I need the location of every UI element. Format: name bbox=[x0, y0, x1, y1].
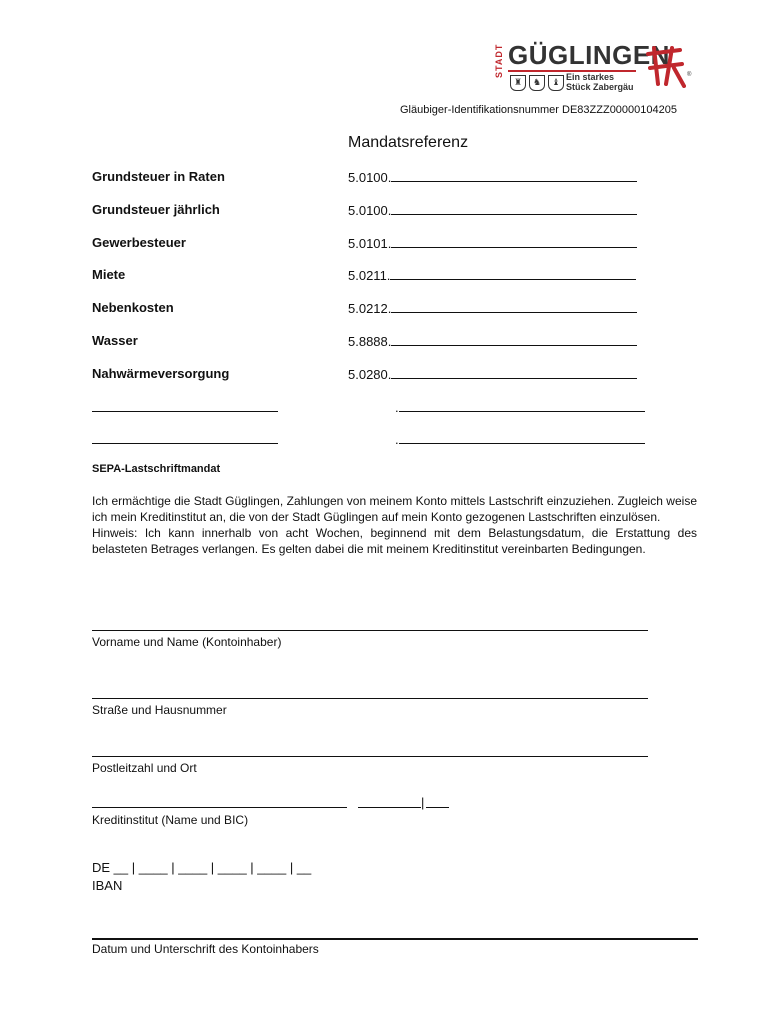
logo-crests bbox=[510, 75, 564, 91]
bic-field-part2[interactable] bbox=[426, 807, 449, 808]
sepa-paragraph-hint: Hinweis: Ich kann innerhalb von acht Wochen, beginnend mit dem Belastungsdatum, die Erstattung des belasteten Betrages verlangen. Es gelten dabei die mit meinem Kreditinstitut vereinbarten Bedingungen. bbox=[92, 526, 697, 556]
sepa-mandate-text bbox=[92, 493, 697, 557]
account-holder-name-field[interactable] bbox=[92, 630, 648, 631]
postal-city-field[interactable] bbox=[92, 756, 648, 757]
bank-label: Kreditinstitut (Name und BIC) bbox=[92, 813, 249, 827]
signature-field[interactable] bbox=[92, 938, 698, 940]
crest-icon: ♝ bbox=[548, 75, 564, 91]
sepa-paragraph-authorization: Ich ermächtige die Stadt Güglingen, Zahlungen von meinem Konto mittels Lastschrift einzuziehen. Zugleich weise ich mein Kreditinstitut an, die von der Stadt Güglingen auf mein Konto gezogenen Lastschriften einzulösen. bbox=[92, 494, 697, 524]
row-code-field[interactable]: 5.0100. bbox=[348, 202, 637, 218]
row-code-field[interactable]: 5.0212. bbox=[348, 300, 637, 316]
row-code-field[interactable]: 5.8888. bbox=[348, 333, 637, 349]
bic-field-part1[interactable] bbox=[358, 807, 421, 808]
row-code-field[interactable]: 5.0100. bbox=[348, 169, 637, 185]
logo-city-name: GÜGLINGEN bbox=[508, 40, 670, 70]
crest-icon: ♞ bbox=[529, 75, 545, 91]
custom-label-field[interactable] bbox=[92, 411, 278, 412]
bic-separator: | bbox=[421, 795, 425, 810]
street-label: Straße und Hausnummer bbox=[92, 703, 227, 717]
row-label: Nahwärmeversorgung bbox=[92, 366, 230, 381]
row-code-field[interactable]: 5.0280. bbox=[348, 366, 637, 382]
row-label: Grundsteuer in Raten bbox=[92, 169, 225, 184]
signature-label: Datum und Unterschrift des Kontoinhabers bbox=[92, 942, 319, 956]
creditor-id: Gläubiger-Identifikationsnummer DE83ZZZ00000104205 bbox=[400, 104, 677, 116]
row-label: Gewerbesteuer bbox=[92, 235, 186, 250]
row-label: Nebenkosten bbox=[92, 300, 174, 315]
city-logo bbox=[494, 38, 704, 98]
custom-code-field[interactable]: . bbox=[395, 431, 645, 447]
row-label: Miete bbox=[92, 267, 126, 282]
row-code-field[interactable]: 5.0101. bbox=[348, 235, 637, 251]
row-label: Grundsteuer jährlich bbox=[92, 202, 220, 217]
postal-city-label: Postleitzahl und Ort bbox=[92, 761, 197, 775]
logo-slogan: Ein starkes Stück Zabergäu bbox=[566, 72, 634, 92]
sepa-title: SEPA-Lastschriftmandat bbox=[92, 463, 221, 475]
crest-icon: ♜ bbox=[510, 75, 526, 91]
mandate-reference-title: Mandatsreferenz bbox=[348, 134, 469, 151]
custom-code-field[interactable]: . bbox=[395, 399, 645, 415]
logo-stadt-text: STADT bbox=[494, 43, 504, 78]
row-label: Wasser bbox=[92, 333, 138, 348]
custom-label-field[interactable] bbox=[92, 443, 278, 444]
iban-input[interactable]: DE __ | ____ | ____ | ____ | ____ | __ bbox=[92, 860, 312, 875]
logo-brush-mark-icon bbox=[644, 44, 686, 88]
logo-registered-mark: ® bbox=[687, 72, 692, 78]
row-code-field[interactable]: 5.0211. bbox=[348, 267, 636, 283]
bank-name-field[interactable] bbox=[92, 807, 347, 808]
street-field[interactable] bbox=[92, 698, 648, 699]
iban-label: IBAN bbox=[92, 878, 123, 893]
account-holder-name-label: Vorname und Name (Kontoinhaber) bbox=[92, 635, 282, 649]
